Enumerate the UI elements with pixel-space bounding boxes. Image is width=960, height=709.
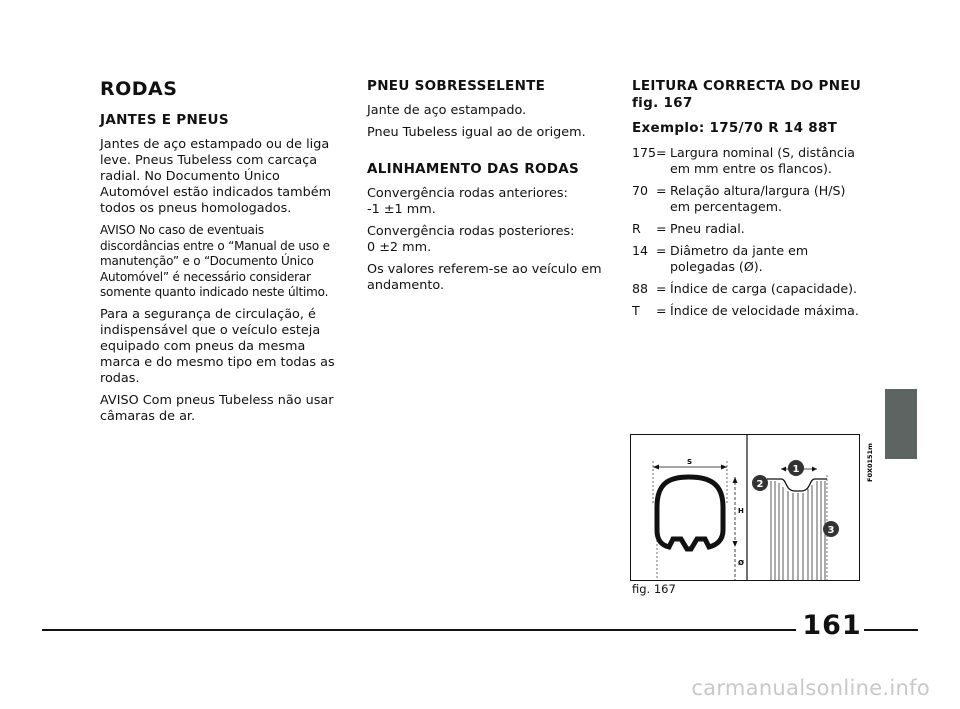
column-pneu-sobresselente [367, 78, 607, 300]
paragraph-convergencia-posteriores [367, 224, 607, 256]
spec-item [632, 183, 862, 215]
figure-code-text: F0X0151m [866, 443, 874, 482]
spec-item [632, 221, 862, 237]
callout-1: 1 [792, 464, 800, 475]
spec-description: Índice de carga (capacidade). [670, 281, 857, 296]
paragraph-valores: Os valores referem-se ao veículo em andamento. [367, 262, 602, 293]
spec-code: 88 [632, 281, 649, 296]
paragraph-convergencia-anteriores [367, 186, 607, 218]
spec-description: Índice de velocidade máxima. [670, 303, 859, 318]
spec-item [632, 281, 862, 297]
heading-leitura-pneu: LEITURA CORRECTA DO PNEU fig. 167 [632, 78, 862, 111]
paragraph-seguranca: Para a segurança de circulação, é indispensável que o veículo esteja equipado com pneus da mesma marca e do mesmo tipo em todas as rodas. [100, 306, 335, 386]
paragraph-jante-aco: Jante de aço estampado. [367, 103, 527, 118]
paragraph-aviso-tubeless: AVISO Com pneus Tubeless não usar câmaras de ar. [100, 392, 334, 424]
column-leitura-pneu [632, 78, 862, 325]
tire-diagram [631, 435, 859, 580]
spec-description: Largura nominal (S, distância em mm entre os flancos). [670, 145, 855, 176]
page-number: 161 [802, 610, 862, 641]
spec-equals: = [656, 145, 667, 160]
section-title: RODAS [100, 78, 178, 100]
spec-item [632, 303, 862, 319]
spec-code: 175 [632, 145, 657, 160]
dim-label-diameter: Ø [738, 559, 744, 567]
watermark: carmanualsonline.info [691, 676, 930, 700]
tire-figure [630, 434, 860, 581]
callout-2: 2 [756, 479, 764, 490]
spec-equals: = [656, 243, 667, 258]
spec-equals: = [656, 183, 667, 198]
paragraph-aviso-documento: AVISO No caso de eventuais discordâncias entre o “Manual de uso e manutenção” e o “Documento Único Automóvel” é necessário considerar somente quanto indicado neste último. [100, 223, 330, 299]
spec-item [632, 243, 862, 275]
tire-section-shape [657, 477, 723, 549]
spec-description: Diâmetro da jante em polegadas (Ø). [670, 243, 809, 274]
spec-list [632, 145, 862, 319]
spec-code: T [632, 303, 640, 318]
spec-code: 70 [632, 183, 649, 198]
figure-caption: fig. 167 [632, 582, 676, 596]
subsection-title: JANTES E PNEUS [100, 112, 229, 128]
paragraph-pneu-tubeless: Pneu Tubeless igual ao de origem. [367, 125, 586, 140]
spec-item [632, 145, 862, 177]
heading-alinhamento: ALINHAMENTO DAS RODAS [367, 161, 580, 177]
callout-3: 3 [827, 525, 835, 536]
column-rodas [100, 78, 340, 431]
section-tab-marker [885, 389, 917, 459]
example-code: Exemplo: 175/70 R 14 88T [632, 120, 838, 136]
spec-description: Pneu radial. [670, 221, 745, 236]
spec-code: R [632, 221, 641, 236]
paragraph-jantes: Jantes de aço estampado ou de liga leve. Pneus Tubeless com carcaça radial. No Documento Único Automóvel estão indicados também todos os pneus homologados. [100, 137, 332, 216]
spec-code: 14 [632, 243, 649, 258]
dim-label-h: H [738, 507, 744, 515]
spec-equals: = [656, 221, 667, 236]
dim-label-s: S [687, 458, 693, 466]
convergencia-anteriores-value: -1 ±1 mm. [367, 202, 436, 217]
footer-rule-left [42, 629, 796, 631]
heading-pneu-sobresselente: PNEU SOBRESSELENTE [367, 78, 546, 94]
figure-code [866, 432, 874, 482]
spec-description: Relação altura/largura (H/S) em percentagem. [670, 183, 846, 214]
convergencia-posteriores-value: 0 ±2 mm. [367, 240, 432, 255]
footer-rule-right [864, 629, 918, 631]
convergencia-anteriores-label: Convergência rodas anteriores: [367, 186, 568, 201]
convergencia-posteriores-label: Convergência rodas posteriores: [367, 224, 575, 239]
spec-equals: = [656, 303, 667, 318]
spec-equals: = [656, 281, 667, 296]
